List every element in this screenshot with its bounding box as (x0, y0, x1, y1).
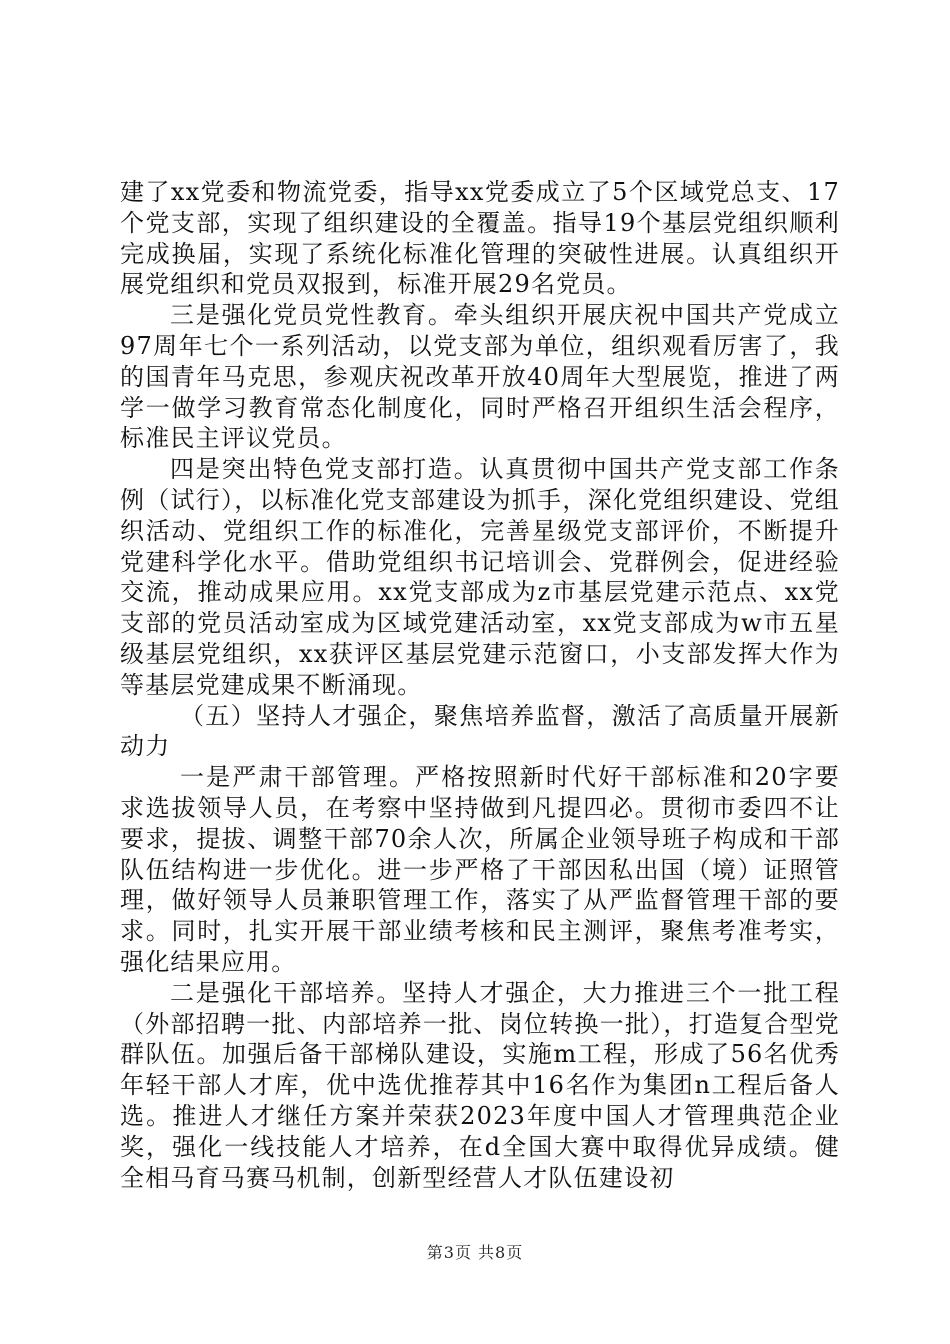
page-number-footer: 第3页 共8页 (426, 1243, 524, 1262)
paragraph-cadre-training: 二是强化干部培养。坚持人才强企，大力推进三个一批工程（外部招聘一批、内部培养一批、岗位转换一批），打造复合型党群队伍。加强后备干部梯队建设，实施m工程，形成了56名优秀年轻干部人才库，优中选优推荐其中16名作为集团n工程后备人选。推进人才继任方案并荣获2023年度中国人才管理典范企业奖，强化一线技能人才培养，在d全国大赛中取得优异成绩。健全相马育马赛马机制，创新型经营人才队伍建设初 (120, 978, 840, 1192)
section-heading-talent: （五）坚持人才强企，聚焦培养监督，激活了高质量开展新动力 (120, 701, 840, 761)
paragraph-party-branch: 四是突出特色党支部打造。认真贯彻中国共产党支部工作条例（试行），以标准化党支部建设为抓手，深化党组织建设、党组织活动、党组织工作的标准化，完善星级党支部评价，不断提升党建科学化水平。借助党组织书记培训会、党群例会，促进经验交流，推动成果应用。xx党支部成为z市基层党建示范点、xx党支部的党员活动室成为区域党建活动室，xx党支部成为w市五星级基层党组织，xx获评区基层党建示范窗口，小支部发挥大作为等基层党建成果不断涌现。 (120, 455, 840, 699)
paragraph-party-education: 三是强化党员党性教育。牵头组织开展庆祝中国共产党成立97周年七个一系列活动，以党支部为单位，组织观看厉害了，我的国青年马克思，参观庆祝改革开放40周年大型展览，推进了两学一做学习教育常态化制度化，同时严格召开组织生活会程序，标准民主评议党员。 (120, 301, 840, 453)
document-body (120, 177, 840, 1193)
paragraph-cadre-management: 一是严肃干部管理。严格按照新时代好干部标准和20字要求选拔领导人员，在考察中坚持做到凡提四必。贯彻市委四不让要求，提拔、调整干部70余人次，所属企业领导班子构成和干部队伍结构进一步优化。进一步严格了干部因私出国（境）证照管理，做好领导人员兼职管理工作，落实了从严监督管理干部的要求。同时，扎实开展干部业绩考核和民主测评，聚焦考准考实，强化结果应用。 (120, 763, 840, 976)
paragraph-continuation: 建了xx党委和物流党委，指导xx党委成立了5个区域党总支、17个党支部，实现了组织建设的全覆盖。指导19个基层党组织顺利完成换届，实现了系统化标准化管理的突破性进展。认真组织开展党组织和党员双报到，标准开展29名党员。 (120, 178, 840, 299)
